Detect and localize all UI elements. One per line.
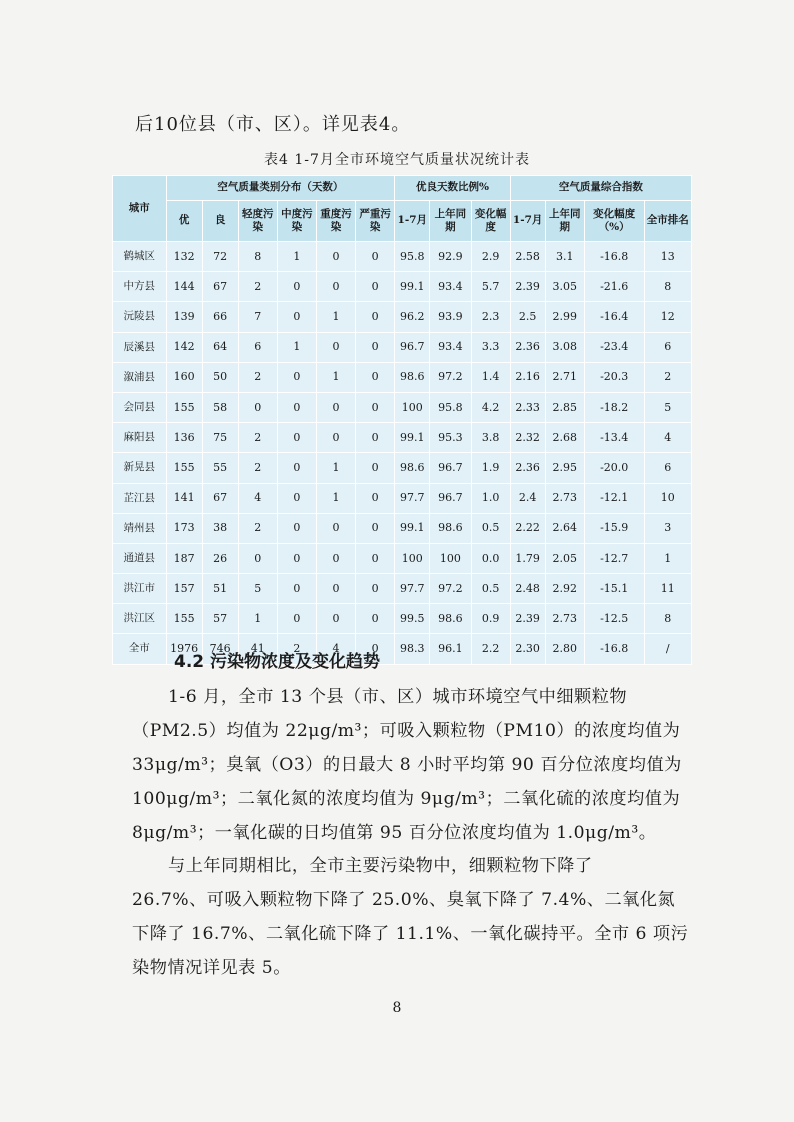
- table-cell: -16.4: [584, 302, 644, 332]
- category-distribution-header: 空气质量类别分布（天数）: [166, 176, 395, 201]
- composite-index-header: 空气质量综合指数: [510, 176, 691, 201]
- table-cell: -12.7: [584, 543, 644, 573]
- table-cell: 2.16: [510, 362, 545, 392]
- city-header: 城市: [113, 176, 167, 242]
- table-cell: 98.6: [395, 453, 430, 483]
- table-cell: 0.9: [471, 604, 510, 634]
- table-cell: 2: [277, 634, 316, 664]
- table-cell: 2.68: [545, 423, 584, 453]
- table-cell: 100: [395, 392, 430, 422]
- table-cell: -12.5: [584, 604, 644, 634]
- table-cell: 2.39: [510, 272, 545, 302]
- sub-header: 变化幅度: [471, 201, 510, 242]
- table-cell: 58: [202, 392, 238, 422]
- table-cell: -20.0: [584, 453, 644, 483]
- page-number: 8: [392, 1000, 402, 1016]
- table-cell: 2.99: [545, 302, 584, 332]
- table-cell: 0: [356, 574, 395, 604]
- table-cell: 95.8: [395, 242, 430, 272]
- table-cell: 0: [238, 543, 277, 573]
- table-cell: 72: [202, 242, 238, 272]
- table-cell: 5.7: [471, 272, 510, 302]
- table-cell: 0: [356, 272, 395, 302]
- sub-header: 上年同期: [430, 201, 471, 242]
- table-cell: 0: [356, 483, 395, 513]
- table-cell: 2.85: [545, 392, 584, 422]
- table-cell: 0: [356, 362, 395, 392]
- table-cell: 2: [238, 362, 277, 392]
- table-cell: 157: [166, 574, 202, 604]
- paragraph-line: （PM2.5）均值为 22μg/m³；可吸入颗粒物（PM10）的浓度均值为: [132, 721, 681, 741]
- table-cell: 7: [238, 302, 277, 332]
- table-cell: 2.95: [545, 453, 584, 483]
- table-cell: -15.9: [584, 513, 644, 543]
- table-cell: 96.1: [430, 634, 471, 664]
- table-cell: 160: [166, 362, 202, 392]
- table-cell: 66: [202, 302, 238, 332]
- city-name-cell: 辰溪县: [113, 332, 167, 362]
- table-cell: -21.6: [584, 272, 644, 302]
- table-row: [113, 423, 692, 453]
- table-cell: 0: [316, 242, 355, 272]
- table-cell: 13: [644, 242, 691, 272]
- table-cell: 5: [238, 574, 277, 604]
- paragraph-line: 33μg/m³；臭氧（O3）的日最大 8 小时平均第 90 百分位浓度均值为: [132, 755, 682, 775]
- sub-header: 全市排名: [644, 201, 691, 242]
- city-name-cell: 芷江县: [113, 483, 167, 513]
- sub-header: 轻度污染: [238, 201, 277, 242]
- table-cell: 99.1: [395, 423, 430, 453]
- table-cell: -15.1: [584, 574, 644, 604]
- table-cell: 2.39: [510, 604, 545, 634]
- table-cell: 57: [202, 604, 238, 634]
- city-name-cell: 洪江市: [113, 574, 167, 604]
- table-cell: 8: [644, 272, 691, 302]
- sub-header: 重度污染: [316, 201, 355, 242]
- table-cell: 4.2: [471, 392, 510, 422]
- table-cell: 8: [644, 604, 691, 634]
- table-cell: 155: [166, 453, 202, 483]
- table-cell: 99.1: [395, 272, 430, 302]
- section-heading: 4.2 污染物浓度及变化趋势: [174, 652, 381, 672]
- table-cell: 1: [644, 543, 691, 573]
- table-cell: 99.5: [395, 604, 430, 634]
- table-cell: 50: [202, 362, 238, 392]
- table-cell: 1: [277, 332, 316, 362]
- table-cell: 0: [277, 362, 316, 392]
- table-cell: 93.4: [430, 272, 471, 302]
- table-cell: 6: [644, 332, 691, 362]
- table-cell: 6: [238, 332, 277, 362]
- table-cell: 0: [356, 513, 395, 543]
- table-cell: 99.1: [395, 513, 430, 543]
- table-cell: 3.05: [545, 272, 584, 302]
- table-cell: 98.6: [430, 604, 471, 634]
- table-cell: 96.7: [430, 453, 471, 483]
- table-cell: 3.3: [471, 332, 510, 362]
- table-row: [113, 362, 692, 392]
- table-cell: 97.7: [395, 574, 430, 604]
- table-cell: -23.4: [584, 332, 644, 362]
- table-cell: 1.0: [471, 483, 510, 513]
- city-name-cell: 麻阳县: [113, 423, 167, 453]
- paragraph-line: 1-6 月，全市 13 个县（市、区）城市环境空气中细颗粒物: [168, 687, 628, 707]
- paragraph-line: 8μg/m³；一氧化碳的日均值第 95 百分位浓度均值为 1.0μg/m³。: [132, 823, 657, 843]
- city-name-cell: 靖州县: [113, 513, 167, 543]
- table-cell: 64: [202, 332, 238, 362]
- table-row: [113, 302, 692, 332]
- table-cell: 2.36: [510, 453, 545, 483]
- table-cell: 11: [644, 574, 691, 604]
- table-cell: 0: [277, 302, 316, 332]
- air-quality-table: [112, 175, 692, 665]
- table-cell: 0.5: [471, 574, 510, 604]
- table-cell: 1: [316, 302, 355, 332]
- good-days-ratio-header: 优良天数比例%: [395, 176, 510, 201]
- table-cell: 155: [166, 604, 202, 634]
- table-cell: 0: [238, 392, 277, 422]
- table-cell: 2.64: [545, 513, 584, 543]
- paragraph-pollutant-concentration: [132, 680, 692, 850]
- table-cell: 2: [644, 362, 691, 392]
- table-cell: 67: [202, 483, 238, 513]
- table-cell: 0: [277, 272, 316, 302]
- table-row: [113, 574, 692, 604]
- city-name-cell: 溆浦县: [113, 362, 167, 392]
- table-cell: -20.3: [584, 362, 644, 392]
- table-cell: 95.3: [430, 423, 471, 453]
- table-cell: 75: [202, 423, 238, 453]
- table-cell: 96.7: [430, 483, 471, 513]
- city-name-cell: 全市: [113, 634, 167, 664]
- paragraph-line: 100μg/m³；二氧化氮的浓度均值为 9μg/m³；二氧化硫的浓度均值为: [132, 789, 681, 809]
- table-cell: 0: [356, 423, 395, 453]
- sub-header: 中度污染: [277, 201, 316, 242]
- sub-header: 良: [202, 201, 238, 242]
- table-cell: 98.6: [430, 513, 471, 543]
- table-cell: 3.8: [471, 423, 510, 453]
- table-cell: 2.9: [471, 242, 510, 272]
- city-name-cell: 新晃县: [113, 453, 167, 483]
- table-cell: 4: [644, 423, 691, 453]
- table-cell: 2.73: [545, 483, 584, 513]
- table-cell: -12.1: [584, 483, 644, 513]
- table-cell: 38: [202, 513, 238, 543]
- city-name-cell: 洪江区: [113, 604, 167, 634]
- table-cell: 96.7: [395, 332, 430, 362]
- table-cell: -13.4: [584, 423, 644, 453]
- table-cell: 6: [644, 453, 691, 483]
- table-cell: 0: [277, 604, 316, 634]
- table-cell: 12: [644, 302, 691, 332]
- table-row: [113, 513, 692, 543]
- table-cell: 0: [277, 423, 316, 453]
- table-cell: 0: [277, 513, 316, 543]
- table-cell: 0: [356, 332, 395, 362]
- table-cell: 1.79: [510, 543, 545, 573]
- table-cell: 93.9: [430, 302, 471, 332]
- sub-header: 1-7月: [510, 201, 545, 242]
- table-cell: 0: [316, 543, 355, 573]
- table-cell: 92.9: [430, 242, 471, 272]
- table-cell: 0: [277, 453, 316, 483]
- table-cell: 0: [277, 543, 316, 573]
- table-cell: 2.4: [510, 483, 545, 513]
- table-cell: 173: [166, 513, 202, 543]
- table-cell: 0.5: [471, 513, 510, 543]
- table-cell: 0: [277, 574, 316, 604]
- table-cell: 2.5: [510, 302, 545, 332]
- table-cell: 0: [316, 513, 355, 543]
- table-cell: 1976: [166, 634, 202, 664]
- city-name-cell: 中方县: [113, 272, 167, 302]
- table-cell: 141: [166, 483, 202, 513]
- table-cell: 1: [277, 242, 316, 272]
- table-cell: 132: [166, 242, 202, 272]
- table-cell: 26: [202, 543, 238, 573]
- table-cell: 0: [356, 604, 395, 634]
- paragraph-line: 下降了 16.7%、二氧化硫下降了 11.1%、一氧化碳持平。全市 6 项污: [132, 924, 689, 944]
- table-cell: 0.0: [471, 543, 510, 573]
- table-cell: 2.73: [545, 604, 584, 634]
- table-cell: 3.1: [545, 242, 584, 272]
- table-cell: 0: [316, 272, 355, 302]
- table-cell: 2: [238, 453, 277, 483]
- table-cell: 2.05: [545, 543, 584, 573]
- paragraph-year-comparison: [132, 849, 692, 985]
- table-cell: 2.71: [545, 362, 584, 392]
- table-cell: 2.48: [510, 574, 545, 604]
- table-cell: 136: [166, 423, 202, 453]
- table-cell: 0: [356, 302, 395, 332]
- table-cell: 2.30: [510, 634, 545, 664]
- lead-line: 后10位县（市、区）。详见表4。: [135, 114, 411, 135]
- table-cell: 100: [430, 543, 471, 573]
- table-cell: 3: [644, 513, 691, 543]
- city-name-cell: 鹤城区: [113, 242, 167, 272]
- paragraph-line: 26.7%、可吸入颗粒物下降了 25.0%、臭氧下降了 7.4%、二氧化氮: [132, 890, 676, 910]
- table-cell: 95.8: [430, 392, 471, 422]
- table-cell: 5: [644, 392, 691, 422]
- sub-header: 上年同期: [545, 201, 584, 242]
- table-cell: 0: [316, 332, 355, 362]
- table-cell: 51: [202, 574, 238, 604]
- table-cell: 93.4: [430, 332, 471, 362]
- table-cell: 2.32: [510, 423, 545, 453]
- table-cell: 2: [238, 272, 277, 302]
- sub-header: 变化幅度（%）: [584, 201, 644, 242]
- table-cell: 97.2: [430, 362, 471, 392]
- sub-header: 1-7月: [395, 201, 430, 242]
- table-cell: 10: [644, 483, 691, 513]
- table-cell: /: [644, 634, 691, 664]
- table-row: [113, 392, 692, 422]
- table-cell: 98.6: [395, 362, 430, 392]
- table-cell: 0: [316, 423, 355, 453]
- table-cell: 2.33: [510, 392, 545, 422]
- table-cell: 67: [202, 272, 238, 302]
- table-cell: 2.80: [545, 634, 584, 664]
- table-row: [113, 604, 692, 634]
- table-cell: 1: [238, 604, 277, 634]
- table-cell: 1: [316, 453, 355, 483]
- table-cell: 2.58: [510, 242, 545, 272]
- table-cell: 98.3: [395, 634, 430, 664]
- table-cell: 746: [202, 634, 238, 664]
- table-cell: 0: [316, 392, 355, 422]
- table-cell: 4: [238, 483, 277, 513]
- table-cell: 142: [166, 332, 202, 362]
- table-cell: -16.8: [584, 242, 644, 272]
- table-cell: 8: [238, 242, 277, 272]
- table-cell: 2: [238, 423, 277, 453]
- table-cell: 1: [316, 483, 355, 513]
- table-cell: 97.2: [430, 574, 471, 604]
- table-cell: 2.92: [545, 574, 584, 604]
- sub-header: 优: [166, 201, 202, 242]
- paragraph-line: 染物情况详见表 5。: [132, 958, 291, 978]
- table-cell: 4: [316, 634, 355, 664]
- paragraph-line: 与上年同期相比，全市主要污染物中，细颗粒物下降了: [168, 856, 593, 876]
- table-cell: 0: [356, 634, 395, 664]
- table-cell: 139: [166, 302, 202, 332]
- table-cell: 2.36: [510, 332, 545, 362]
- sub-header: 严重污染: [356, 201, 395, 242]
- table-cell: 0: [356, 242, 395, 272]
- city-name-cell: 沅陵县: [113, 302, 167, 332]
- table-cell: 41: [238, 634, 277, 664]
- table-cell: 96.2: [395, 302, 430, 332]
- table-row: [113, 453, 692, 483]
- city-name-cell: 通道县: [113, 543, 167, 573]
- table-cell: -18.2: [584, 392, 644, 422]
- table-cell: 155: [166, 392, 202, 422]
- table-cell: 0: [316, 574, 355, 604]
- table-cell: 2.2: [471, 634, 510, 664]
- city-name-cell: 会同县: [113, 392, 167, 422]
- table-cell: 0: [316, 604, 355, 634]
- table-cell: 187: [166, 543, 202, 573]
- table-row: [113, 272, 692, 302]
- table-row: [113, 242, 692, 272]
- table-row: [113, 483, 692, 513]
- table-cell: 0: [277, 392, 316, 422]
- table-cell: 2.22: [510, 513, 545, 543]
- table-caption: 表4 1-7月全市环境空气质量状况统计表: [264, 152, 530, 168]
- table-row: [113, 332, 692, 362]
- table-row: [113, 543, 692, 573]
- table-cell: 97.7: [395, 483, 430, 513]
- table-cell: 0: [356, 543, 395, 573]
- table-cell: 3.08: [545, 332, 584, 362]
- table-cell: 0: [356, 453, 395, 483]
- table-cell: 1.9: [471, 453, 510, 483]
- table-cell: 1: [316, 362, 355, 392]
- table-cell: 55: [202, 453, 238, 483]
- table-cell: 0: [356, 392, 395, 422]
- table-cell: 2.3: [471, 302, 510, 332]
- table-cell: 0: [277, 483, 316, 513]
- table-cell: 2: [238, 513, 277, 543]
- table-cell: 144: [166, 272, 202, 302]
- table-cell: 1.4: [471, 362, 510, 392]
- table-cell: 100: [395, 543, 430, 573]
- table-cell: -16.8: [584, 634, 644, 664]
